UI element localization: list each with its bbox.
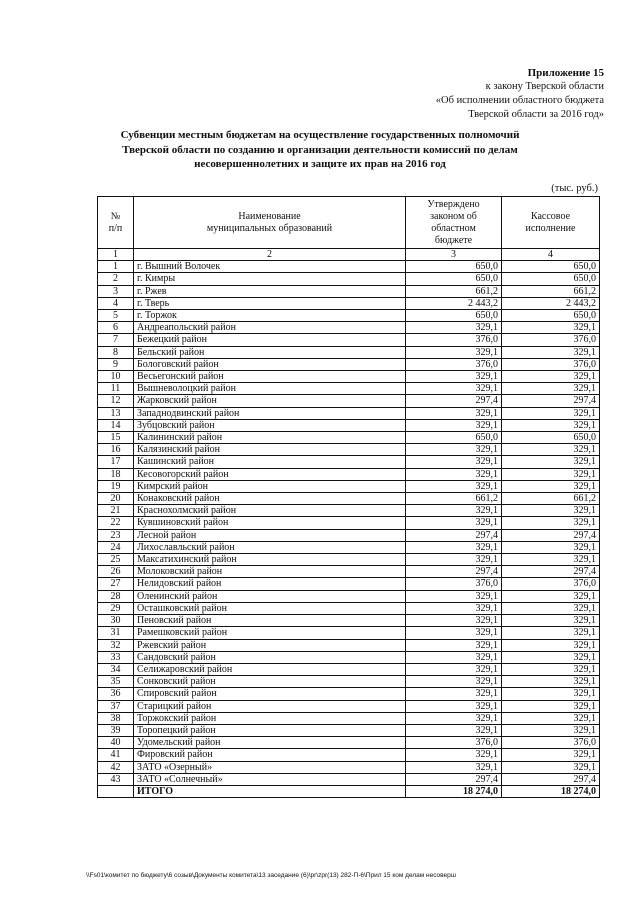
budget-table [97, 196, 600, 798]
table-row [98, 419, 600, 431]
row-executed-amount: 329,1 [502, 371, 600, 383]
row-approved-amount: 661,2 [406, 493, 502, 505]
row-executed-amount: 329,1 [502, 724, 600, 736]
table-row [98, 371, 600, 383]
table-row [98, 395, 600, 407]
table-row [98, 639, 600, 651]
row-number: 36 [98, 688, 134, 700]
header-number-line-1: № [110, 210, 121, 222]
row-municipality-name: Кесовогорский район [134, 468, 406, 480]
table-row [98, 407, 600, 419]
row-approved-amount: 329,1 [406, 688, 502, 700]
row-executed-amount: 376,0 [502, 737, 600, 749]
row-municipality-name: Конаковский район [134, 493, 406, 505]
row-municipality-name: Рамешковский район [134, 627, 406, 639]
row-executed-amount: 2 443,2 [502, 297, 600, 309]
column-index-row [98, 249, 600, 261]
table-row [98, 737, 600, 749]
table-body [98, 261, 600, 786]
header-executed [502, 197, 600, 249]
row-municipality-name: Бельский район [134, 346, 406, 358]
row-executed-amount: 376,0 [502, 578, 600, 590]
row-executed-amount: 297,4 [502, 773, 600, 785]
column-index-2: 2 [134, 249, 406, 261]
row-approved-amount: 329,1 [406, 712, 502, 724]
row-number: 29 [98, 602, 134, 614]
units-label: (тыс. руб.) [551, 183, 598, 194]
row-executed-amount: 650,0 [502, 310, 600, 322]
row-executed-amount: 661,2 [502, 285, 600, 297]
table-row [98, 663, 600, 675]
row-approved-amount: 329,1 [406, 749, 502, 761]
row-municipality-name: Спировский район [134, 688, 406, 700]
row-number: 39 [98, 724, 134, 736]
table-row [98, 285, 600, 297]
row-number: 34 [98, 663, 134, 675]
row-executed-amount: 329,1 [502, 346, 600, 358]
row-number: 27 [98, 578, 134, 590]
table-row [98, 615, 600, 627]
table-row [98, 602, 600, 614]
row-municipality-name: Зубцовский район [134, 419, 406, 431]
row-approved-amount: 329,1 [406, 602, 502, 614]
table-row [98, 749, 600, 761]
row-approved-amount: 329,1 [406, 505, 502, 517]
row-executed-amount: 650,0 [502, 261, 600, 273]
row-approved-amount: 329,1 [406, 407, 502, 419]
row-approved-amount: 650,0 [406, 432, 502, 444]
row-approved-amount: 2 443,2 [406, 297, 502, 309]
row-number: 43 [98, 773, 134, 785]
row-executed-amount: 329,1 [502, 517, 600, 529]
header-approved-line-1: Утверждено [427, 198, 480, 210]
row-approved-amount: 329,1 [406, 554, 502, 566]
row-number: 21 [98, 505, 134, 517]
row-municipality-name: г. Торжок [134, 310, 406, 322]
row-approved-amount: 329,1 [406, 541, 502, 553]
row-approved-amount: 297,4 [406, 566, 502, 578]
file-path-footer: \\Fs01\комитет по бюджету\6 созыв\Документы комитета\13 заседание (6)\pr\zpr(13) 282-П-6\Прил 15 ком делам несоверш [86, 872, 456, 879]
row-approved-amount: 650,0 [406, 261, 502, 273]
header-number [98, 197, 134, 249]
table-row [98, 297, 600, 309]
header-approved-line-4: бюджете [434, 234, 473, 246]
row-municipality-name: Калининский район [134, 432, 406, 444]
row-approved-amount: 650,0 [406, 310, 502, 322]
row-approved-amount: 329,1 [406, 590, 502, 602]
row-number: 4 [98, 297, 134, 309]
row-approved-amount: 329,1 [406, 724, 502, 736]
table-row [98, 456, 600, 468]
row-number: 19 [98, 480, 134, 492]
row-number: 15 [98, 432, 134, 444]
row-executed-amount: 329,1 [502, 700, 600, 712]
row-approved-amount: 376,0 [406, 358, 502, 370]
row-number: 23 [98, 529, 134, 541]
row-executed-amount: 297,4 [502, 395, 600, 407]
table-row [98, 334, 600, 346]
header-executed-line-1: Кассовое [530, 210, 571, 222]
row-executed-amount: 329,1 [502, 639, 600, 651]
row-approved-amount: 329,1 [406, 639, 502, 651]
row-approved-amount: 329,1 [406, 468, 502, 480]
table-row [98, 444, 600, 456]
row-number: 3 [98, 285, 134, 297]
header-number-line-2: п/п [108, 222, 123, 234]
row-number: 20 [98, 493, 134, 505]
row-executed-amount: 376,0 [502, 358, 600, 370]
row-municipality-name: Старицкий район [134, 700, 406, 712]
table-row [98, 310, 600, 322]
row-approved-amount: 297,4 [406, 529, 502, 541]
row-approved-amount: 376,0 [406, 737, 502, 749]
table-row [98, 590, 600, 602]
row-approved-amount: 376,0 [406, 578, 502, 590]
table-row [98, 261, 600, 273]
row-approved-amount: 329,1 [406, 663, 502, 675]
row-executed-amount: 329,1 [502, 590, 600, 602]
row-executed-amount: 297,4 [502, 529, 600, 541]
row-number: 16 [98, 444, 134, 456]
row-municipality-name: Бологовский район [134, 358, 406, 370]
row-executed-amount: 329,1 [502, 663, 600, 675]
row-executed-amount: 329,1 [502, 627, 600, 639]
table-row [98, 724, 600, 736]
table-row [98, 322, 600, 334]
row-approved-amount: 329,1 [406, 761, 502, 773]
row-executed-amount: 650,0 [502, 432, 600, 444]
table-header-row [98, 197, 600, 249]
row-municipality-name: Западнодвинский район [134, 407, 406, 419]
header-name [134, 197, 406, 249]
document-title [100, 128, 540, 172]
row-number: 37 [98, 700, 134, 712]
row-approved-amount: 329,1 [406, 480, 502, 492]
row-municipality-name: Краснохолмский район [134, 505, 406, 517]
row-number: 32 [98, 639, 134, 651]
row-municipality-name: Пеновский район [134, 615, 406, 627]
row-approved-amount: 329,1 [406, 676, 502, 688]
row-number: 28 [98, 590, 134, 602]
total-number-cell [98, 785, 134, 797]
appendix-line-2: «Об исполнении областного бюджета [435, 95, 604, 106]
row-approved-amount: 329,1 [406, 444, 502, 456]
row-number: 12 [98, 395, 134, 407]
row-approved-amount: 329,1 [406, 456, 502, 468]
table-row [98, 358, 600, 370]
row-executed-amount: 376,0 [502, 334, 600, 346]
row-number: 6 [98, 322, 134, 334]
row-executed-amount: 329,1 [502, 651, 600, 663]
total-approved: 18 274,0 [406, 785, 502, 797]
row-executed-amount: 329,1 [502, 322, 600, 334]
row-municipality-name: Ржевский район [134, 639, 406, 651]
row-municipality-name: Кувшиновский район [134, 517, 406, 529]
appendix-line-3: Тверской области за 2016 год» [468, 109, 604, 120]
row-approved-amount: 329,1 [406, 651, 502, 663]
row-executed-amount: 329,1 [502, 761, 600, 773]
row-approved-amount: 329,1 [406, 371, 502, 383]
row-municipality-name: Фировский район [134, 749, 406, 761]
row-municipality-name: Селижаровский район [134, 663, 406, 675]
column-index-1: 1 [98, 249, 134, 261]
row-municipality-name: Молоковский район [134, 566, 406, 578]
row-number: 8 [98, 346, 134, 358]
row-executed-amount: 650,0 [502, 273, 600, 285]
row-executed-amount: 329,1 [502, 383, 600, 395]
row-municipality-name: Максатихинский район [134, 554, 406, 566]
column-index-4: 4 [502, 249, 600, 261]
table-row [98, 712, 600, 724]
title-line-3: несовершеннолетних и защите их прав на 2016 год [194, 158, 446, 170]
table-row [98, 676, 600, 688]
row-number: 11 [98, 383, 134, 395]
header-approved [406, 197, 502, 249]
row-executed-amount: 329,1 [502, 480, 600, 492]
row-approved-amount: 329,1 [406, 383, 502, 395]
row-approved-amount: 329,1 [406, 419, 502, 431]
table-row [98, 566, 600, 578]
row-municipality-name: Торжокский район [134, 712, 406, 724]
table-row [98, 505, 600, 517]
row-executed-amount: 329,1 [502, 468, 600, 480]
appendix-line-1: к закону Тверской области [485, 81, 604, 92]
row-municipality-name: Калязинский район [134, 444, 406, 456]
row-executed-amount: 329,1 [502, 554, 600, 566]
total-executed: 18 274,0 [502, 785, 600, 797]
table-row [98, 517, 600, 529]
row-approved-amount: 650,0 [406, 273, 502, 285]
row-executed-amount: 329,1 [502, 419, 600, 431]
row-executed-amount: 329,1 [502, 444, 600, 456]
row-approved-amount: 376,0 [406, 334, 502, 346]
table-row [98, 468, 600, 480]
row-approved-amount: 329,1 [406, 627, 502, 639]
row-municipality-name: Лесной район [134, 529, 406, 541]
header-executed-line-2: исполнение [525, 222, 576, 234]
row-number: 35 [98, 676, 134, 688]
row-approved-amount: 329,1 [406, 346, 502, 358]
row-number: 26 [98, 566, 134, 578]
row-approved-amount: 297,4 [406, 773, 502, 785]
row-municipality-name: г. Кимры [134, 273, 406, 285]
row-number: 38 [98, 712, 134, 724]
row-municipality-name: Сонковский район [134, 676, 406, 688]
row-executed-amount: 661,2 [502, 493, 600, 505]
row-municipality-name: Вышневолоцкий район [134, 383, 406, 395]
row-approved-amount: 661,2 [406, 285, 502, 297]
title-line-2: Тверской области по созданию и организации деятельности комиссий по делам [122, 143, 518, 156]
row-number: 25 [98, 554, 134, 566]
table-row [98, 273, 600, 285]
row-municipality-name: Удомельский район [134, 737, 406, 749]
row-number: 7 [98, 334, 134, 346]
row-executed-amount: 329,1 [502, 602, 600, 614]
row-municipality-name: г. Вышний Волочек [134, 261, 406, 273]
row-number: 10 [98, 371, 134, 383]
row-executed-amount: 329,1 [502, 712, 600, 724]
table-row [98, 493, 600, 505]
row-municipality-name: Бежецкий район [134, 334, 406, 346]
table-row [98, 529, 600, 541]
row-executed-amount: 329,1 [502, 541, 600, 553]
row-municipality-name: Кашинский район [134, 456, 406, 468]
row-executed-amount: 297,4 [502, 566, 600, 578]
row-municipality-name: Сандовский район [134, 651, 406, 663]
row-municipality-name: г. Тверь [134, 297, 406, 309]
row-municipality-name: г. Ржев [134, 285, 406, 297]
row-executed-amount: 329,1 [502, 505, 600, 517]
table-row [98, 627, 600, 639]
row-executed-amount: 329,1 [502, 749, 600, 761]
row-number: 1 [98, 261, 134, 273]
row-municipality-name: Оленинский район [134, 590, 406, 602]
row-municipality-name: ЗАТО «Солнечный» [134, 773, 406, 785]
table-row [98, 773, 600, 785]
row-number: 31 [98, 627, 134, 639]
row-municipality-name: Весьегонский район [134, 371, 406, 383]
header-name-line-2: муниципальных образований [206, 222, 333, 234]
row-approved-amount: 329,1 [406, 615, 502, 627]
appendix-title: Приложение 15 [527, 67, 604, 79]
header-approved-line-3: областном [431, 222, 476, 234]
row-number: 2 [98, 273, 134, 285]
row-executed-amount: 329,1 [502, 615, 600, 627]
appendix-header [304, 66, 604, 122]
row-executed-amount: 329,1 [502, 456, 600, 468]
row-approved-amount: 297,4 [406, 395, 502, 407]
column-index-3: 3 [406, 249, 502, 261]
row-approved-amount: 329,1 [406, 700, 502, 712]
row-municipality-name: Андреапольский район [134, 322, 406, 334]
table-row [98, 761, 600, 773]
table-row [98, 541, 600, 553]
row-approved-amount: 329,1 [406, 322, 502, 334]
total-label: ИТОГО [134, 785, 406, 797]
table-row [98, 383, 600, 395]
row-number: 9 [98, 358, 134, 370]
row-municipality-name: Кимрский район [134, 480, 406, 492]
row-number: 5 [98, 310, 134, 322]
row-number: 22 [98, 517, 134, 529]
row-executed-amount: 329,1 [502, 407, 600, 419]
row-number: 17 [98, 456, 134, 468]
table-row [98, 554, 600, 566]
table-row [98, 700, 600, 712]
row-number: 30 [98, 615, 134, 627]
row-number: 18 [98, 468, 134, 480]
row-municipality-name: Нелидовский район [134, 578, 406, 590]
row-municipality-name: ЗАТО «Озерный» [134, 761, 406, 773]
row-number: 41 [98, 749, 134, 761]
row-number: 14 [98, 419, 134, 431]
table-row [98, 651, 600, 663]
title-line-1: Субвенции местным бюджетам на осуществление государственных полномочий [120, 129, 520, 141]
total-row [98, 785, 600, 797]
row-number: 24 [98, 541, 134, 553]
row-number: 42 [98, 761, 134, 773]
row-municipality-name: Осташковский район [134, 602, 406, 614]
header-approved-line-2: законом об [430, 210, 477, 222]
row-municipality-name: Жарковский район [134, 395, 406, 407]
row-approved-amount: 329,1 [406, 517, 502, 529]
header-name-line-1: Наименование [238, 210, 301, 222]
row-number: 33 [98, 651, 134, 663]
row-municipality-name: Лихославльский район [134, 541, 406, 553]
table-row [98, 432, 600, 444]
row-number: 13 [98, 407, 134, 419]
table-row [98, 346, 600, 358]
row-executed-amount: 329,1 [502, 688, 600, 700]
row-municipality-name: Торопецкий район [134, 724, 406, 736]
row-number: 40 [98, 737, 134, 749]
table-row [98, 688, 600, 700]
table-row [98, 480, 600, 492]
row-executed-amount: 329,1 [502, 676, 600, 688]
table-row [98, 578, 600, 590]
